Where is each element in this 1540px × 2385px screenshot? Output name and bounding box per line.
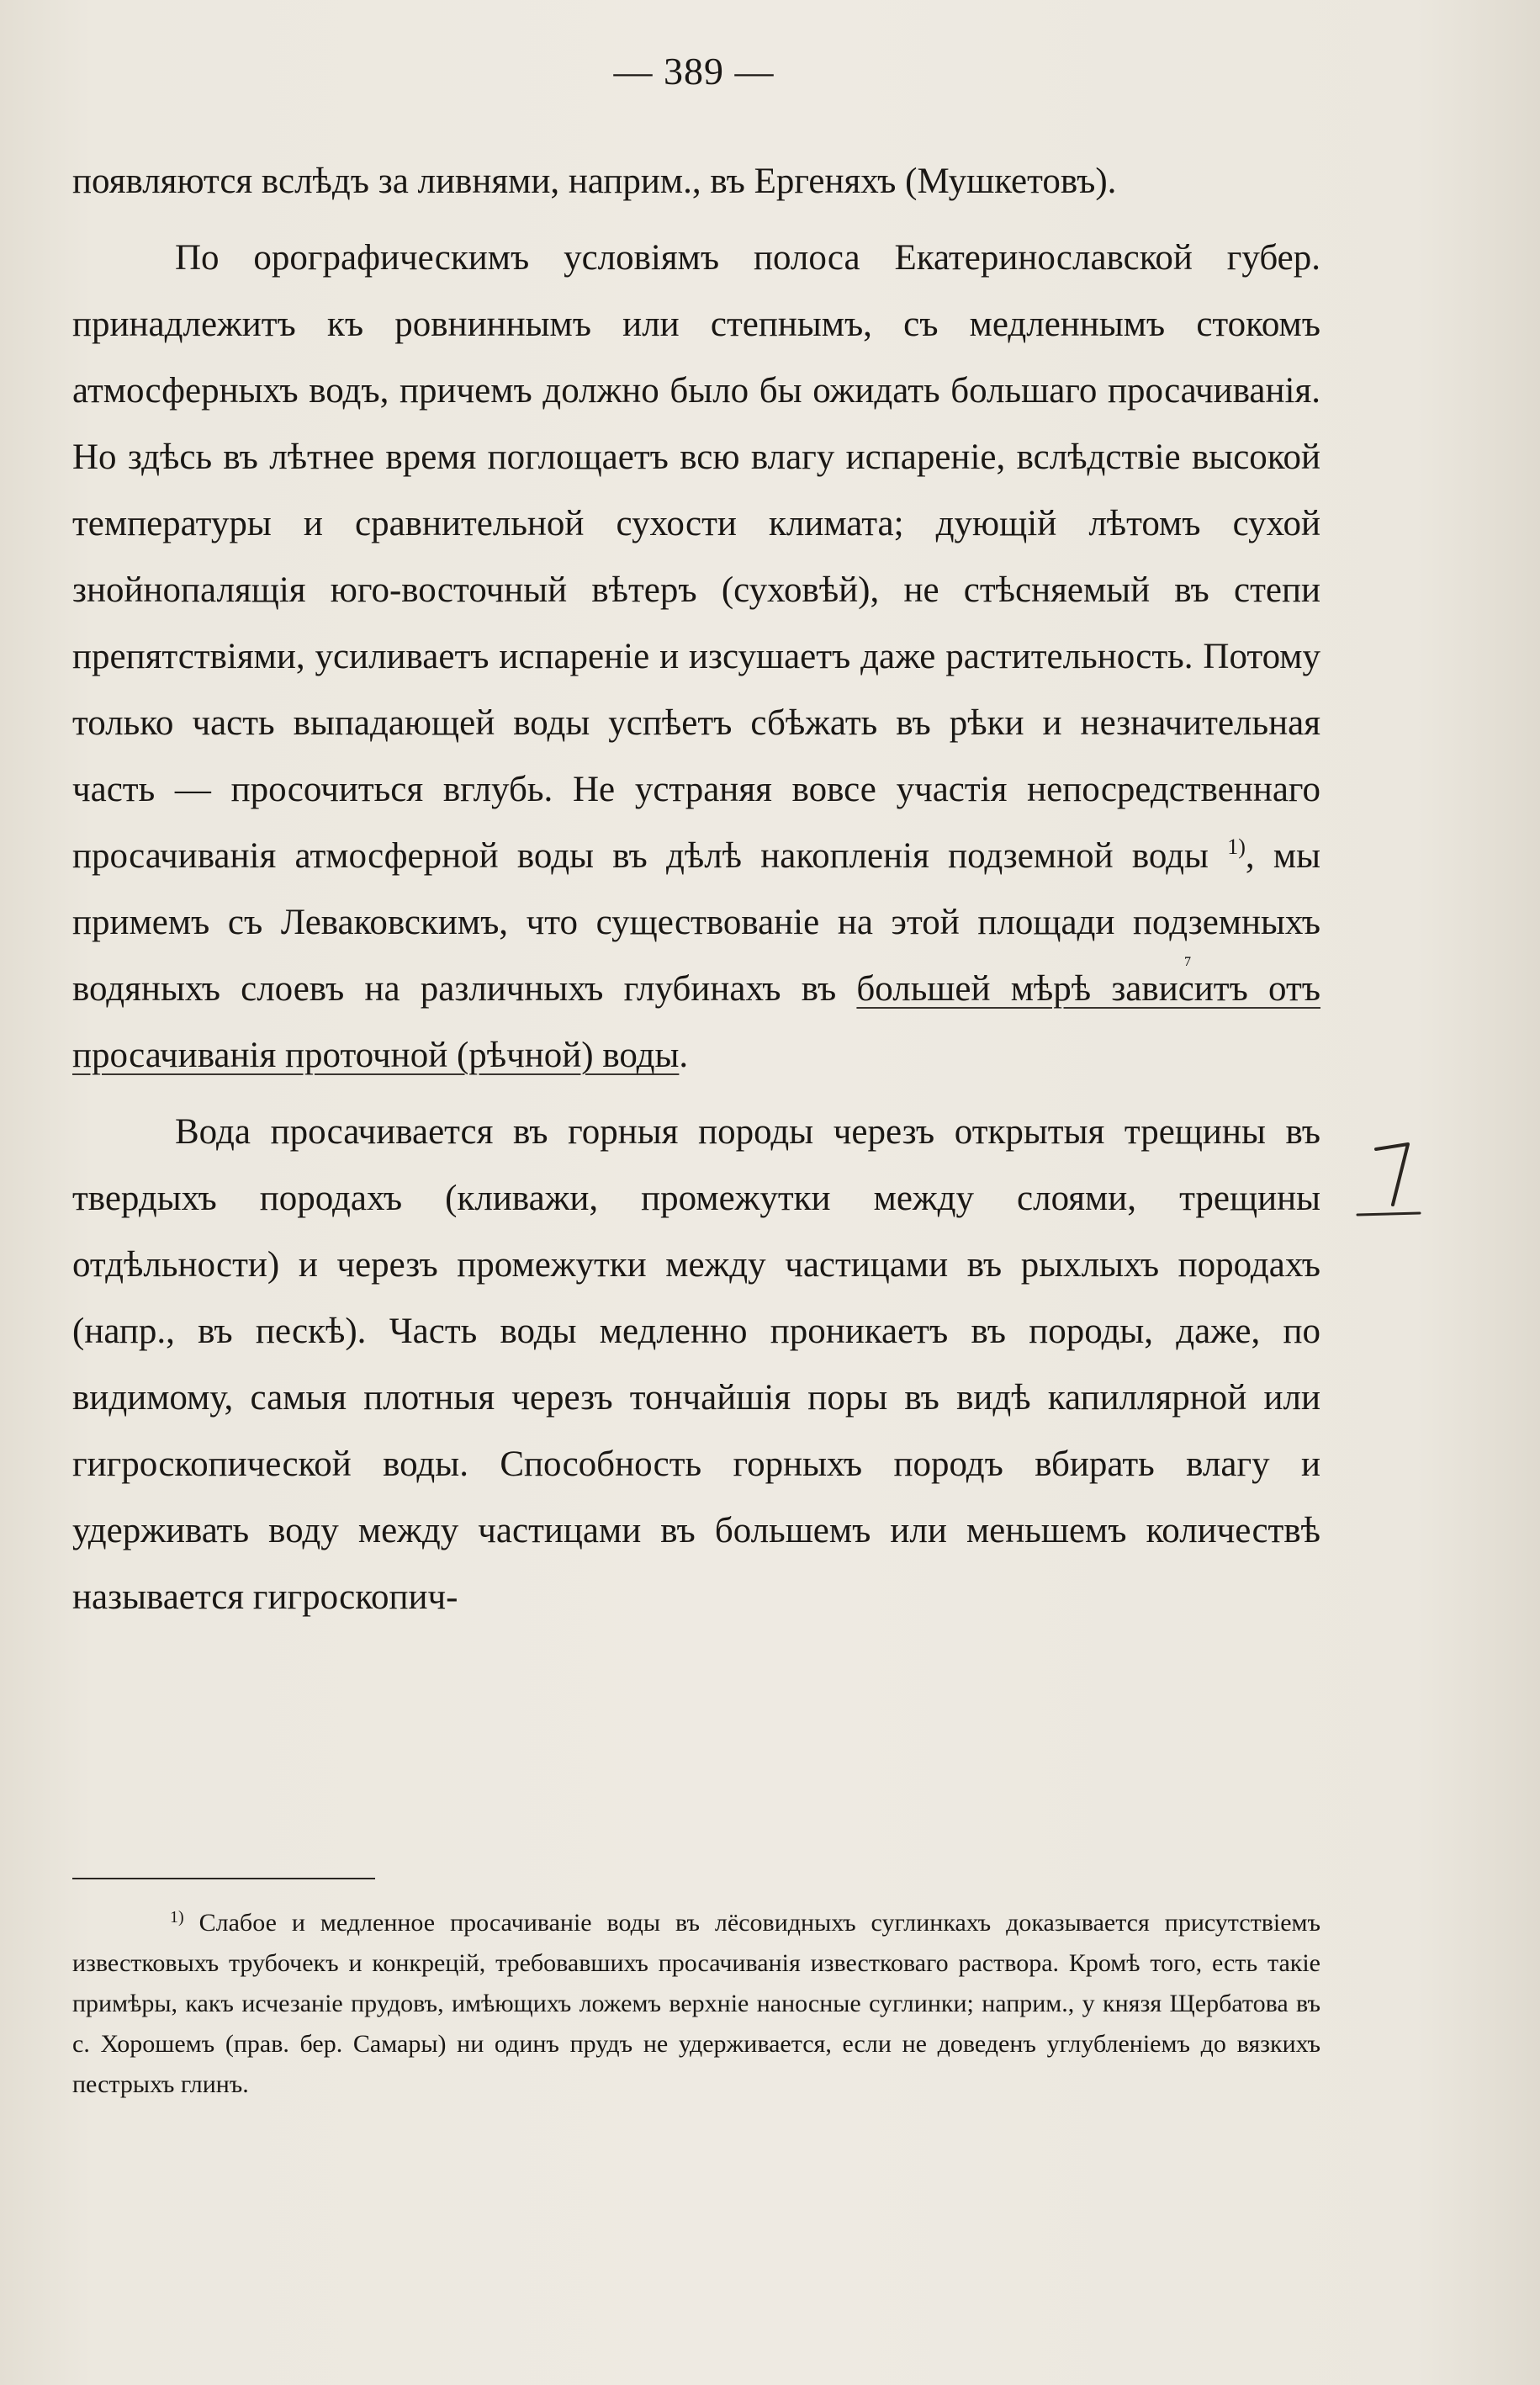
- footnote-marker: 1): [170, 1908, 184, 1927]
- paragraph-orography: [72, 225, 1320, 1089]
- footnote-divider: [72, 1878, 375, 1879]
- underlined-phrase: большей мѣрѣ зависитъ отъ просачиванія проточной (рѣчной) воды: [72, 969, 1320, 1075]
- paragraph-infiltration: Вода просачивается въ горныя породы черезъ открытыя трещины въ твердыхъ породахъ (кливажи, промежутки между слоями, трещины отдѣльности) и черезъ промежутки между частицами въ рыхлыхъ породахъ (напр., въ пескѣ). Часть воды медленно проникаетъ въ породы, даже, по видимому, самыя плотныя черезъ тончайшія поры въ видѣ капиллярной или гигроскопической воды. Способность горныхъ породъ вбирать влагу и удерживать воду между частицами въ большемъ или меньшемъ количествѣ называется гигроскопич-: [72, 1112, 1320, 1617]
- paragraph-continued: появляются вслѣдъ за ливнями, наприм., въ Ергеняхъ (Мушкетовъ).: [72, 162, 1117, 201]
- page-number: — 389 —: [613, 50, 775, 93]
- footnote-reference: 1): [1227, 835, 1246, 859]
- paragraph-text-continued: , мы примемъ съ Леваковскимъ, что существованіе на этой площади подземныхъ водяныхъ слоевъ на различныхъ глубинахъ въ: [72, 836, 1320, 1009]
- handwritten-margin-note: [1184, 955, 1428, 1227]
- margin-note-text: 7: [1184, 955, 1191, 969]
- main-text: [72, 148, 1320, 1630]
- paragraph-end: .: [679, 1036, 689, 1075]
- footnote: [72, 1903, 1320, 2105]
- footnote-text: Слабое и медленное просачиваніе воды въ лёсовидныхъ суглинкахъ доказывается присутствіемъ известковыхъ трубочекъ и конкрецій, требовавшихъ просачиванія известковаго раствора. Кромѣ того, есть такіе примѣры, какъ исчезаніе прудовъ, имѣющихъ ложемъ верхніе наносные суглинки; наприм., у князя Щербатова въ с. Хорошемъ (прав. бер. Самары) ни одинъ прудъ не удерживается, если не доведенъ углубленіемъ до вязкихъ пестрыхъ глинъ.: [72, 1909, 1321, 2098]
- paragraph-text: По орографическимъ условіямъ полоса Екатеринославской губер. принадлежитъ къ ровниннымъ или степнымъ, съ медленнымъ стокомъ атмосферныхъ водъ, причемъ должно было бы ожидать большаго просачиванія. Но здѣсь въ лѣтнее время поглощаетъ всю влагу испареніе, вслѣдствіе высокой температуры и сравнительной сухости климата; дующій лѣтомъ сухой знойнопалящія юго-восточный вѣтеръ (суховѣй), не стѣсняемый въ степи препятствіями, усиливаетъ испареніе и изсушаетъ даже растительность. Потому только часть выпадающей воды успѣетъ сбѣжать въ рѣки и незначительная часть — просочиться вглубь. Не устраняя вовсе участія непосредственнаго просачиванія атмосферной воды въ дѣлѣ накопленія подземной воды: [72, 238, 1320, 876]
